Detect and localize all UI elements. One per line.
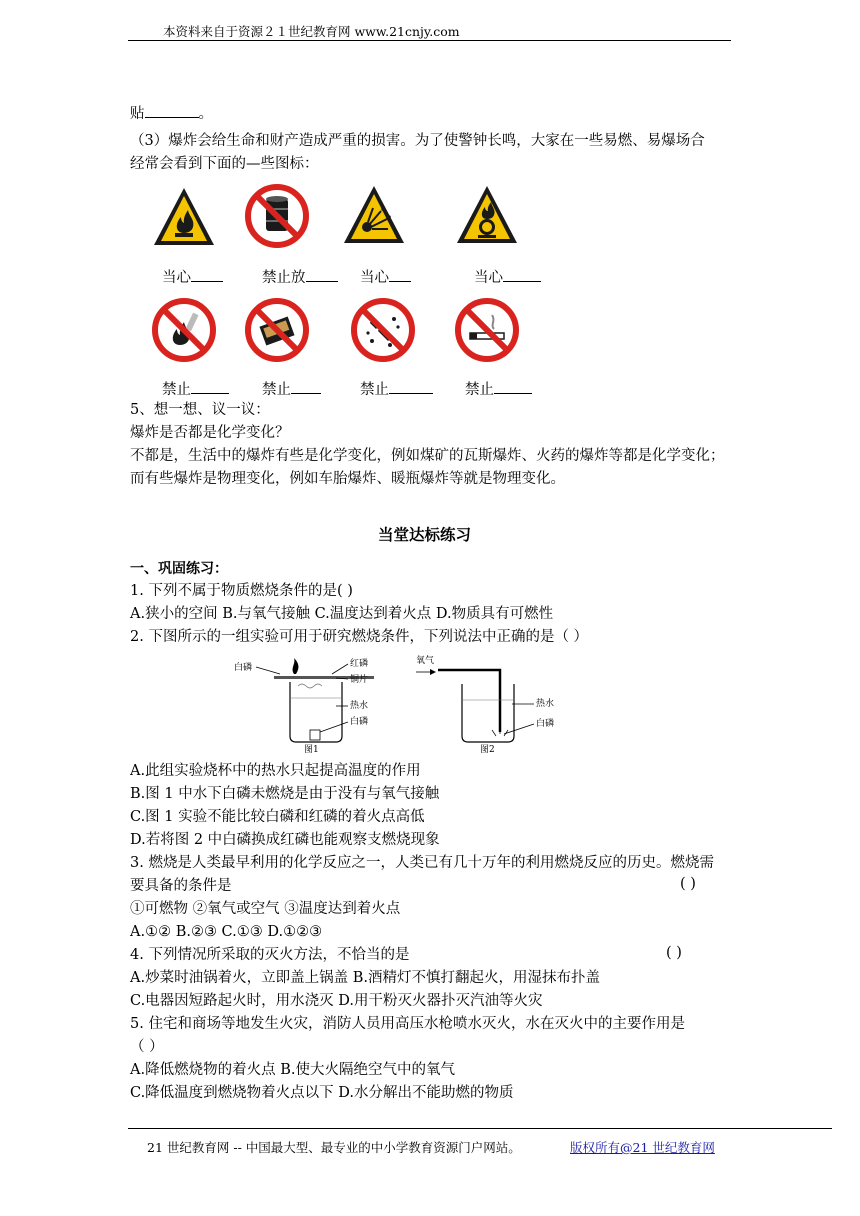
fig2-white-phosphorus-label: 白磷 xyxy=(536,719,555,729)
q3-items: ①可燃物 ②氧气或空气 ③温度达到着火点 xyxy=(130,901,401,917)
fill-line-0-text: 贴 xyxy=(130,106,145,122)
q3-answer-paren: ( ) xyxy=(680,876,696,892)
q3-options: A.①② B.②③ C.①③ D.①②③ xyxy=(130,924,323,940)
sign-label-1: 当心 xyxy=(162,266,223,287)
q5-line1: 5. 住宅和商场等地发生火灾，消防人员用高压水枪喷水灭火，水在灭火中的主要作用是 xyxy=(130,1016,685,1032)
q4-text: 4. 下列情况所采取的灭火方法，不恰当的是 xyxy=(130,947,410,963)
fig1-copper-label: 铜片 xyxy=(350,675,369,685)
q4-options-cd: C.电器因短路起火时，用水浇灭 D.用干粉灭火器扑灭汽油等火灾 xyxy=(130,993,543,1009)
oxidizer-warning-icon xyxy=(454,183,520,249)
q1-options: A.狭小的空间 B.与氧气接触 C.温度达到着火点 D.物质具有可燃性 xyxy=(130,606,554,622)
q3-text-line1: （3）爆炸会给生命和财产造成严重的损害。为了使警钟长鸣，大家在一些易燃、易爆场合 xyxy=(130,133,705,149)
no-oil-drum-icon xyxy=(244,183,310,249)
explosive-warning-icon xyxy=(341,183,407,249)
section5-question: 爆炸是否都是化学变化？ xyxy=(130,425,290,441)
answer-blank xyxy=(145,103,199,118)
q4-options-ab: A.炒菜时油锅着火，立即盖上锅盖 B.酒精灯不慎打翻起火，用湿抹布扑盖 xyxy=(130,970,600,986)
sign-label-5: 禁止 xyxy=(162,378,229,399)
q2-option-a: A.此组实验烧杯中的热水只起提高温度的作用 xyxy=(130,763,421,779)
no-fireworks-icon xyxy=(350,297,416,363)
no-smoking-icon xyxy=(454,297,520,363)
footer-divider xyxy=(128,1128,832,1129)
sign-label-2: 禁止放 xyxy=(262,266,338,287)
q5-line2: （ ） xyxy=(130,1039,164,1055)
q2-option-b: B.图 1 中水下白磷未燃烧是由于没有与氧气接触 xyxy=(130,786,440,802)
footer-site-description: 21 世纪教育网 -- 中国最大型、最专业的中小学教育资源门户网站。 xyxy=(147,1140,521,1155)
q3-text-line2: 经常会看到下面的—些图标： xyxy=(130,156,319,172)
q3-line1: 3. 燃烧是人类最早利用的化学反应之一，人类已有几十万年的利用燃烧反应的历史。燃烧需 xyxy=(130,855,714,871)
fig2-hot-water-label: 热水 xyxy=(536,699,555,709)
fig1-hot-water-label: 热水 xyxy=(350,701,369,711)
page-header: 本资料来自于资源２１世纪教育网 www.21cnjy.com xyxy=(163,24,460,39)
no-matches-icon xyxy=(244,297,310,363)
sign-label-4: 当心 xyxy=(474,266,541,287)
section5-answer-2: 而有些爆炸是物理变化，例如车胎爆炸、暖瓶爆炸等就是物理变化。 xyxy=(130,471,565,487)
q5-options-cd: C.降低温度到燃烧物着火点以下 D.水分解出不能助燃的物质 xyxy=(130,1085,514,1101)
q3-line2: 要具备的条件是 xyxy=(130,878,232,894)
fill-line-0-end: 。 xyxy=(198,106,213,122)
q2-text: 2. 下图所示的一组实验可用于研究燃烧条件，下列说法中正确的是（ ） xyxy=(130,629,589,645)
sign-label-3: 当心 xyxy=(360,266,411,287)
q1-text: 1. 下列不属于物质燃烧条件的是( ) xyxy=(130,583,353,599)
fig1-label: 图1 xyxy=(304,745,319,754)
section5-title: 5、想一想、议一议： xyxy=(130,402,270,418)
q2-option-c: C.图 1 实验不能比较白磷和红磷的着火点高低 xyxy=(130,809,425,825)
no-open-flame-icon xyxy=(151,297,217,363)
sign-label-8: 禁止 xyxy=(465,378,532,399)
q2-option-d: D.若将图 2 中白磷换成红磷也能观察支燃烧现象 xyxy=(130,832,440,848)
header-divider xyxy=(128,40,731,41)
fig1-white-phosphorus-top-label: 白磷 xyxy=(234,663,253,673)
fig2-oxygen-label: 氧气 xyxy=(416,656,435,666)
footer-copyright-link[interactable]: 版权所有@21 世纪教育网 xyxy=(570,1140,715,1155)
practice-subtitle: 一、巩固练习： xyxy=(130,561,228,577)
fill-line-0 xyxy=(130,103,213,124)
fig1-white-phosphorus-bottom-label: 白磷 xyxy=(350,717,369,727)
sign-label-7: 禁止 xyxy=(360,378,433,399)
q5-options-ab: A.降低燃烧物的着火点 B.使大火隔绝空气中的氧气 xyxy=(130,1062,455,1078)
section5-answer-1: 不都是，生活中的爆炸有些是化学变化，例如煤矿的瓦斯爆炸、火药的爆炸等都是化学变化； xyxy=(130,448,725,464)
flammable-warning-icon xyxy=(151,185,217,251)
fig2-label: 图2 xyxy=(480,745,495,754)
practice-title: 当堂达标练习 xyxy=(378,526,472,544)
combustion-experiment-figure xyxy=(232,654,572,754)
fig1-red-phosphorus-label: 红磷 xyxy=(350,659,369,669)
sign-label-6: 禁止 xyxy=(262,378,321,399)
q4-answer-paren: ( ) xyxy=(666,945,682,961)
